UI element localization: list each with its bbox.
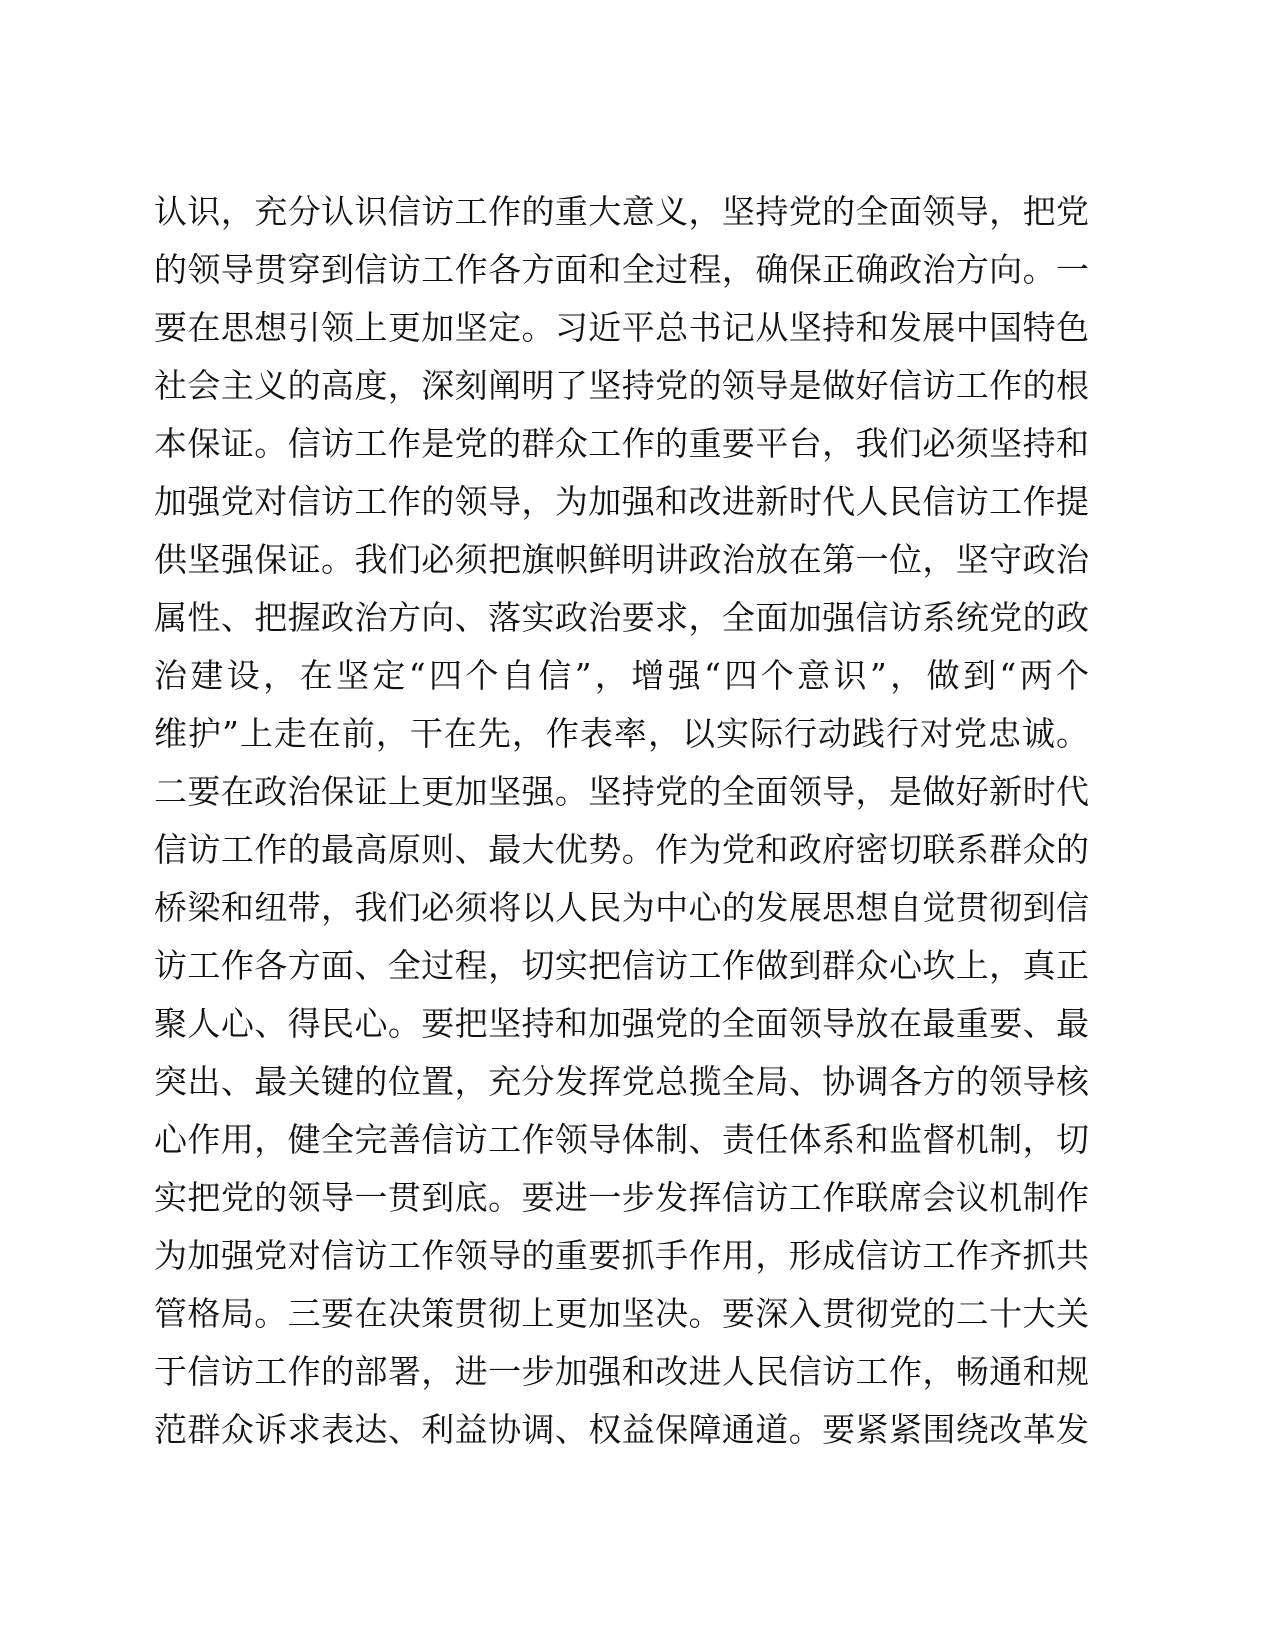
- text-line: 治建设，在坚定“四个自信”，增强“四个意识”，做到“两个: [154, 656, 1089, 695]
- text-line: 加强党对信访工作的领导，为加强和改进新时代人民信访工作提: [154, 482, 1089, 521]
- text-line: 范群众诉求表达、利益协调、权益保障通道。要紧紧围绕改革发: [154, 1410, 1089, 1449]
- text-line: 要在思想引领上更加坚定。习近平总书记从坚持和发展中国特色: [154, 308, 1089, 347]
- text-line: 桥梁和纽带，我们必须将以人民为中心的发展思想自觉贯彻到信: [154, 888, 1089, 927]
- text-line: 本保证。信访工作是党的群众工作的重要平台，我们必须坚持和: [154, 424, 1089, 463]
- text-line: 认识，充分认识信访工作的重大意义，坚持党的全面领导，把党: [154, 192, 1089, 231]
- text-line: 心作用，健全完善信访工作领导体制、责任体系和监督机制，切: [154, 1120, 1089, 1159]
- text-line: 社会主义的高度，深刻阐明了坚持党的领导是做好信访工作的根: [154, 366, 1089, 405]
- text-line: 突出、最关键的位置，充分发挥党总揽全局、协调各方的领导核: [154, 1062, 1089, 1101]
- text-line: 管格局。三要在决策贯彻上更加坚决。要深入贯彻党的二十大关: [154, 1294, 1089, 1333]
- body-text: [154, 183, 1089, 1459]
- text-line: 供坚强保证。我们必须把旗帜鲜明讲政治放在第一位，坚守政治: [154, 540, 1089, 579]
- text-line: 属性、把握政治方向、落实政治要求，全面加强信访系统党的政: [154, 598, 1089, 637]
- text-line: 为加强党对信访工作领导的重要抓手作用，形成信访工作齐抓共: [154, 1236, 1089, 1275]
- text-line: 维护”上走在前，干在先，作表率，以实际行动践行对党忠诚。: [154, 714, 1089, 753]
- text-line: 信访工作的最高原则、最大优势。作为党和政府密切联系群众的: [154, 830, 1089, 869]
- text-line: 实把党的领导一贯到底。要进一步发挥信访工作联席会议机制作: [154, 1178, 1089, 1217]
- text-line: 二要在政治保证上更加坚强。坚持党的全面领导，是做好新时代: [154, 772, 1089, 811]
- text-line: 的领导贯穿到信访工作各方面和全过程，确保正确政治方向。一: [154, 250, 1089, 289]
- text-line: 于信访工作的部署，进一步加强和改进人民信访工作，畅通和规: [154, 1352, 1089, 1391]
- text-line: 访工作各方面、全过程，切实把信访工作做到群众心坎上，真正: [154, 946, 1089, 985]
- text-line: 聚人心、得民心。要把坚持和加强党的全面领导放在最重要、最: [154, 1004, 1089, 1043]
